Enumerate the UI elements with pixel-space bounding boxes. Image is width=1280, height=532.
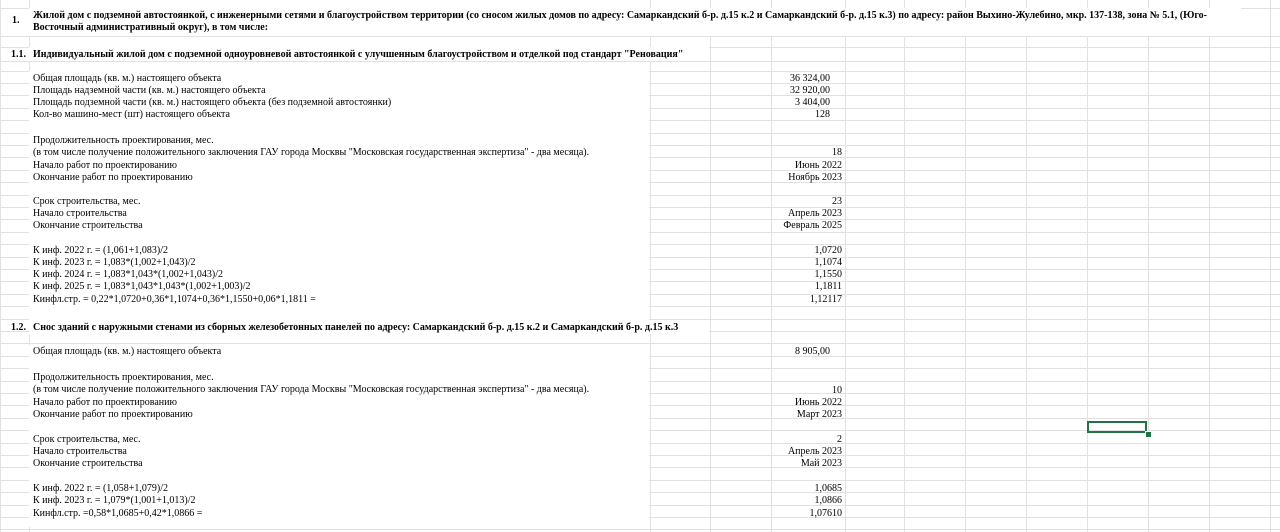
- build-duration-value[interactable]: 23: [832, 196, 842, 207]
- area-above-label[interactable]: Площадь надземной части (кв. м.) настоящего объекта: [33, 85, 266, 96]
- row-gridline: [0, 36, 1280, 37]
- section-number[interactable]: 1.2.: [11, 322, 26, 333]
- design-duration-value[interactable]: 10: [832, 385, 842, 396]
- column-gridline: [1087, 0, 1088, 532]
- row-number[interactable]: 1.: [12, 15, 20, 26]
- design-duration-value[interactable]: 18: [832, 147, 842, 158]
- build-duration-label[interactable]: Срок строительства, мес.: [33, 434, 141, 445]
- inflation-construction-value[interactable]: 1,12117: [809, 294, 842, 305]
- inflation-2022-label[interactable]: К инф. 2022 г. = (1,058+1,079)/2: [33, 483, 169, 494]
- column-gridline: [845, 0, 846, 532]
- build-start-value[interactable]: Апрель 2023: [787, 446, 842, 457]
- inflation-2023-label[interactable]: К инф. 2023 г. = 1,083*(1,002+1,043)/2: [33, 257, 196, 268]
- build-start-label[interactable]: Начало строительства: [33, 446, 127, 457]
- inflation-2025-label[interactable]: К инф. 2025 г. = 1,083*1,043*1,043*(1,002+1,003)/2: [33, 281, 251, 292]
- parking-value[interactable]: 128: [815, 109, 830, 120]
- parking-label[interactable]: Кол-во машино-мест (шт) настоящего объекта: [33, 109, 230, 120]
- area-total-label[interactable]: Общая площадь (кв. м.) настоящего объекта: [33, 73, 222, 84]
- area-total-label[interactable]: Общая площадь (кв. м.) настоящего объекта: [33, 346, 222, 357]
- inflation-construction-label[interactable]: Кинфл.стр. =0,58*1,0685+0,42*1,0866 =: [33, 508, 203, 519]
- area-under-value[interactable]: 3 404,00: [795, 97, 830, 108]
- area-under-label[interactable]: Площадь подземной части (кв. м.) настоящего объекта (без подземной автостоянки): [33, 97, 392, 108]
- design-end-value[interactable]: Ноябрь 2023: [788, 172, 842, 183]
- inflation-2023-label[interactable]: К инф. 2023 г. = 1,079*(1,001+1,013)/2: [33, 495, 196, 506]
- inflation-2022-label[interactable]: К инф. 2022 г. = (1,061+1,083)/2: [33, 245, 169, 256]
- fill-handle[interactable]: [1145, 431, 1152, 438]
- design-end-label[interactable]: Окончание работ по проектированию: [33, 409, 193, 420]
- column-gridline: [1270, 0, 1271, 532]
- inflation-construction-value[interactable]: 1,07610: [809, 508, 842, 519]
- inflation-2022-value[interactable]: 1,0685: [814, 483, 842, 494]
- area-total-value[interactable]: 36 324,00: [790, 73, 830, 84]
- inflation-2024-value[interactable]: 1,1550: [814, 269, 842, 280]
- design-duration-label[interactable]: Продолжительность проектирования, мес.: [33, 135, 214, 146]
- area-total-value[interactable]: 8 905,00: [795, 346, 830, 357]
- build-end-value[interactable]: Февраль 2025: [783, 220, 842, 231]
- design-start-label[interactable]: Начало работ по проектированию: [33, 160, 177, 171]
- main-title[interactable]: Жилой дом с подземной автостоянкой, с инженерными сетями и благоустройством территории (со сносом жилых домов по адресу: Самаркандский б-р. д.15 к.2 и Самаркандский б-р. д.15 к.3) по адресу: район Выхино-Жулебино, мкр. 137-138, зона № 5.1, (Юго-: [33, 10, 1207, 21]
- design-start-value[interactable]: Июнь 2022: [794, 160, 842, 171]
- column-gridline: [0, 0, 1, 532]
- design-duration-label[interactable]: Продолжительность проектирования, мес.: [33, 372, 214, 383]
- column-gridline: [1026, 0, 1027, 532]
- design-duration-note[interactable]: (в том числе получение положительного заключения ГАУ города Москвы "Московская государственная экспертиза" - два месяца).: [33, 384, 590, 395]
- area-above-value[interactable]: 32 920,00: [790, 85, 830, 96]
- design-duration-note[interactable]: (в том числе получение положительного заключения ГАУ города Москвы "Московская государственная экспертиза" - два месяца).: [33, 147, 590, 158]
- build-end-label[interactable]: Окончание строительства: [33, 220, 143, 231]
- build-end-value[interactable]: Май 2023: [800, 458, 842, 469]
- inflation-construction-label[interactable]: Кинфл.стр. = 0,22*1,0720+0,36*1,1074+0,36*1,1550+0,06*1,1811 =: [33, 294, 316, 305]
- row-gridline: [0, 61, 1280, 62]
- inflation-2023-value[interactable]: 1,1074: [814, 257, 842, 268]
- inflation-2023-value[interactable]: 1,0866: [814, 495, 842, 506]
- column-gridline: [1209, 0, 1210, 532]
- selected-cell[interactable]: [1087, 421, 1147, 433]
- build-start-value[interactable]: Апрель 2023: [787, 208, 842, 219]
- column-gridline: [904, 0, 905, 532]
- design-start-value[interactable]: Июнь 2022: [794, 397, 842, 408]
- column-gridline: [710, 0, 711, 532]
- section-title[interactable]: Индивидуальный жилой дом с подземной одноуровневой автостоянкой с улучшенным благоустройством и отделкой под стандарт "Реновация": [33, 49, 684, 60]
- column-gridline: [650, 0, 651, 532]
- inflation-2024-label[interactable]: К инф. 2024 г. = 1,083*1,043*(1,002+1,043)/2: [33, 269, 224, 280]
- design-end-value[interactable]: Март 2023: [796, 409, 842, 420]
- build-duration-value[interactable]: 2: [837, 434, 842, 445]
- column-gridline: [965, 0, 966, 532]
- section-number[interactable]: 1.1.: [11, 49, 26, 60]
- design-end-label[interactable]: Окончание работ по проектированию: [33, 172, 193, 183]
- row-gridline: [0, 343, 1280, 344]
- inflation-2022-value[interactable]: 1,0720: [814, 245, 842, 256]
- design-start-label[interactable]: Начало работ по проектированию: [33, 397, 177, 408]
- section-title[interactable]: Снос зданий с наружными стенами из сборных железобетонных панелей по адресу: Самаркандский б-р. д.15 к.2 и Самаркандский б-р. д.15 к.3: [33, 322, 679, 333]
- row-gridline: [0, 529, 1280, 530]
- column-gridline: [1148, 0, 1149, 532]
- build-start-label[interactable]: Начало строительства: [33, 208, 127, 219]
- main-title-line2[interactable]: Восточный административный округ), в том числе:: [33, 22, 269, 33]
- build-duration-label[interactable]: Срок строительства, мес.: [33, 196, 141, 207]
- inflation-2025-value[interactable]: 1,1811: [814, 281, 842, 292]
- build-end-label[interactable]: Окончание строительства: [33, 458, 143, 469]
